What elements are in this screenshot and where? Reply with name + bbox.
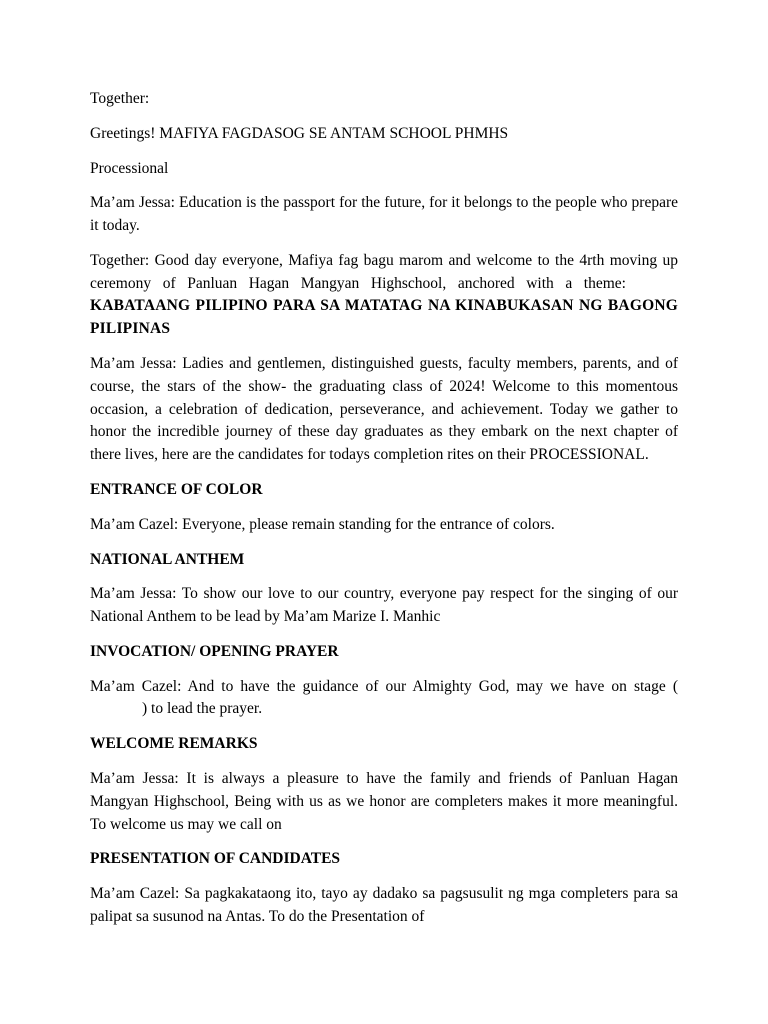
- heading-presentation-of-candidates: PRESENTATION OF CANDIDATES: [90, 850, 341, 868]
- paragraph-cazel-prayer: [90, 676, 678, 722]
- prayer-text-before: Ma’am Cazel: And to have the guidance of our Almighty God, may we have on stage (: [90, 677, 678, 695]
- paragraph-processional-label: Processional: [90, 159, 169, 177]
- paragraph-together-label: Together:: [90, 90, 150, 107]
- paragraph-together-welcome: [90, 250, 678, 341]
- theme-lead-text: Together: Good day everyone, Mafiya fag bagu marom and welcome to the 4rth moving up ceremony of Panluan Hagan Mangyan Highschool, anchored with a theme:: [90, 251, 678, 292]
- paragraph-jessa-anthem: Ma’am Jessa: To show our love to our country, everyone pay respect for the singing of our National Anthem to be lead by Ma’am Marize I. Manhic: [90, 585, 678, 626]
- prayer-text-after: ) to lead the prayer.: [142, 700, 263, 718]
- heading-welcome-remarks: WELCOME REMARKS: [90, 735, 258, 753]
- paragraph-jessa-welcome-remarks: Ma’am Jessa: It is always a pleasure to have the family and friends of Panluan Hagan Mangyan Highschool, Being with us as we honor are completers makes it more meaningful. To welcome us may we call on: [90, 769, 678, 833]
- ceremony-theme-text: KABATAANG PILIPINO PARA SA MATATAG NA KINABUKASAN NG BAGONG PILIPINAS: [90, 297, 678, 338]
- paragraph-jessa-welcome: Ma’am Jessa: Ladies and gentlemen, distinguished guests, faculty members, parents, and of course, the stars of the show- the graduating class of 2024! Welcome to this momentous occasion, a celebration of dedication, perseverance, and achievement. Today we gather to honor the incredible journey of these day graduates as they embark on the next chapter of there lives, here are the candidates for todays completion rites on their PROCESSIONAL.: [90, 355, 678, 464]
- paragraph-cazel-presentation: Ma’am Cazel: Sa pagkakataong ito, tayo ay dadako sa pagsusulit ng mga completers para sa palipat sa susunod na Antas. To do the Presentation of: [90, 885, 678, 925]
- paragraph-greetings: Greetings! MAFIYA FAGDASOG SE ANTAM SCHOOL PHMHS: [90, 124, 509, 142]
- paragraph-jessa-education: Ma’am Jessa: Education is the passport for the future, for it belongs to the people who prepare it today.: [90, 194, 678, 235]
- paragraph-cazel-entrance: Ma’am Cazel: Everyone, please remain standing for the entrance of colors.: [90, 515, 555, 533]
- heading-national-anthem: NATIONAL ANTHEM: [90, 550, 245, 568]
- heading-entrance-of-color: ENTRANCE OF COLOR: [90, 480, 263, 498]
- document-body: [90, 88, 678, 929]
- heading-invocation-opening-prayer: INVOCATION/ OPENING PRAYER: [90, 642, 339, 660]
